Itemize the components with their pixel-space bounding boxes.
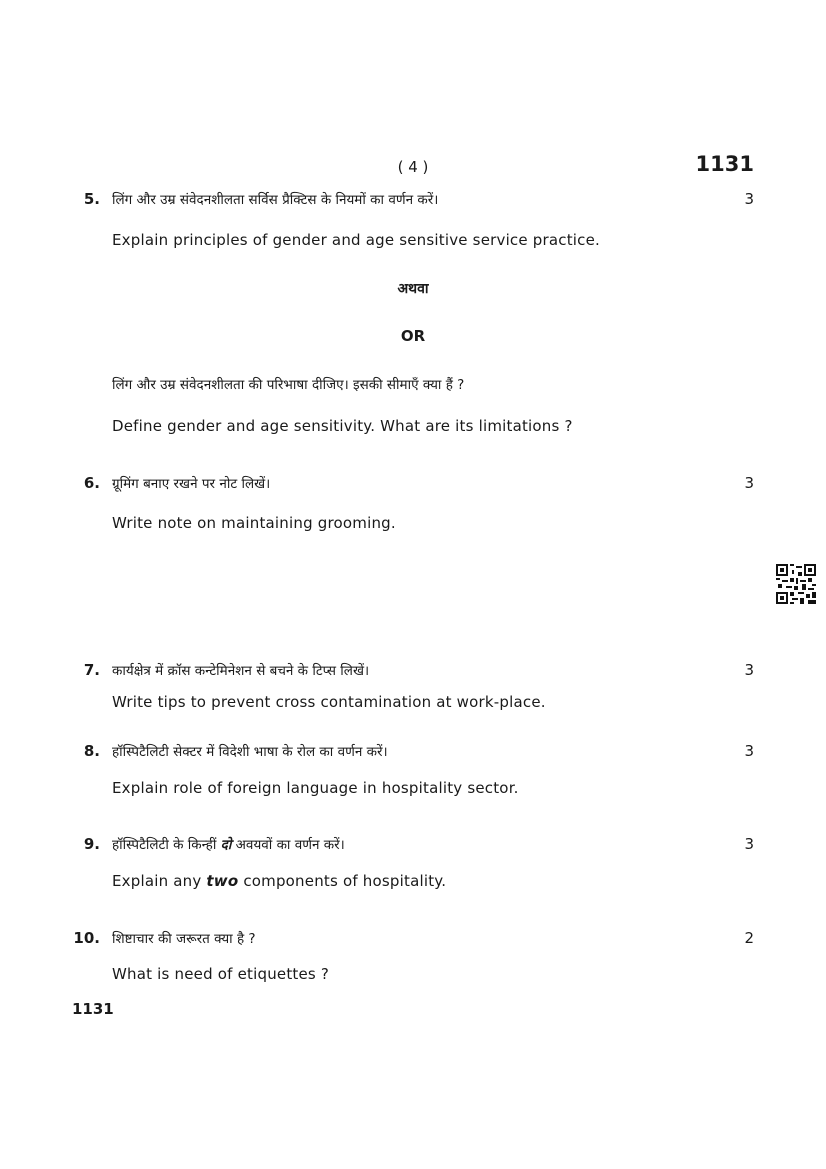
- question-hindi: लिंग और उम्र संवेदनशीलता सर्विस प्रैक्टिस के नियमों का वर्णन करें।: [112, 192, 439, 208]
- question-english: Explain principles of gender and age sensitive service practice.: [112, 231, 600, 249]
- question-marks: 2: [744, 929, 754, 947]
- question-number: 8.: [83, 742, 100, 760]
- qr-code-icon: [776, 564, 816, 604]
- question-english-part: components of hospitality.: [238, 872, 447, 890]
- question-marks: 3: [744, 835, 754, 853]
- question-number: 10.: [73, 929, 100, 947]
- page-number: ( 4 ): [397, 158, 429, 176]
- question-english-emphasis: two: [206, 872, 239, 890]
- question-english: Write tips to prevent cross contamination at work-place.: [112, 693, 546, 711]
- paper-code-footer: 1131: [72, 1000, 114, 1018]
- alternative-english: Define gender and age sensitivity. What are its limitations ?: [112, 417, 573, 435]
- question-hindi: हॉस्पिटैलिटी सेक्टर में विदेशी भाषा के रोल का वर्णन करें।: [112, 744, 388, 760]
- question-number: 5.: [83, 190, 100, 208]
- question-number: 9.: [83, 835, 100, 853]
- or-english: OR: [400, 327, 426, 345]
- question-number: 7.: [83, 661, 100, 679]
- question-hindi: [112, 835, 345, 853]
- alternative-hindi: लिंग और उम्र संवेदनशीलता की परिभाषा दीजिए। इसकी सीमाएँ क्या हैं ?: [112, 377, 465, 393]
- question-marks: 3: [744, 742, 754, 760]
- question-english: Explain role of foreign language in hospitality sector.: [112, 779, 519, 797]
- question-marks: 3: [744, 661, 754, 679]
- question-number: 6.: [83, 474, 100, 492]
- question-english: What is need of etiquettes ?: [112, 965, 330, 983]
- or-hindi: अथवा: [397, 281, 429, 297]
- question-hindi-emphasis: दो: [220, 837, 232, 853]
- question-marks: 3: [744, 190, 754, 208]
- question-hindi: शिष्टाचार की जरूरत क्या है ?: [112, 931, 256, 947]
- question-hindi: ग्रूमिंग बनाए रखने पर नोट लिखें।: [112, 476, 271, 492]
- question-hindi: कार्यक्षेत्र में क्रॉस कन्टेमिनेशन से बचने के टिप्स लिखें।: [112, 663, 370, 679]
- question-hindi-part: अवयवों का वर्णन करें।: [231, 837, 345, 853]
- question-marks: 3: [744, 474, 754, 492]
- question-english-part: Explain any: [112, 872, 207, 890]
- paper-code-header: 1131: [695, 152, 754, 176]
- question-hindi-part: हॉस्पिटैलिटी के किन्हीं: [112, 837, 221, 853]
- question-english: [112, 872, 446, 890]
- question-english: Write note on maintaining grooming.: [112, 514, 396, 532]
